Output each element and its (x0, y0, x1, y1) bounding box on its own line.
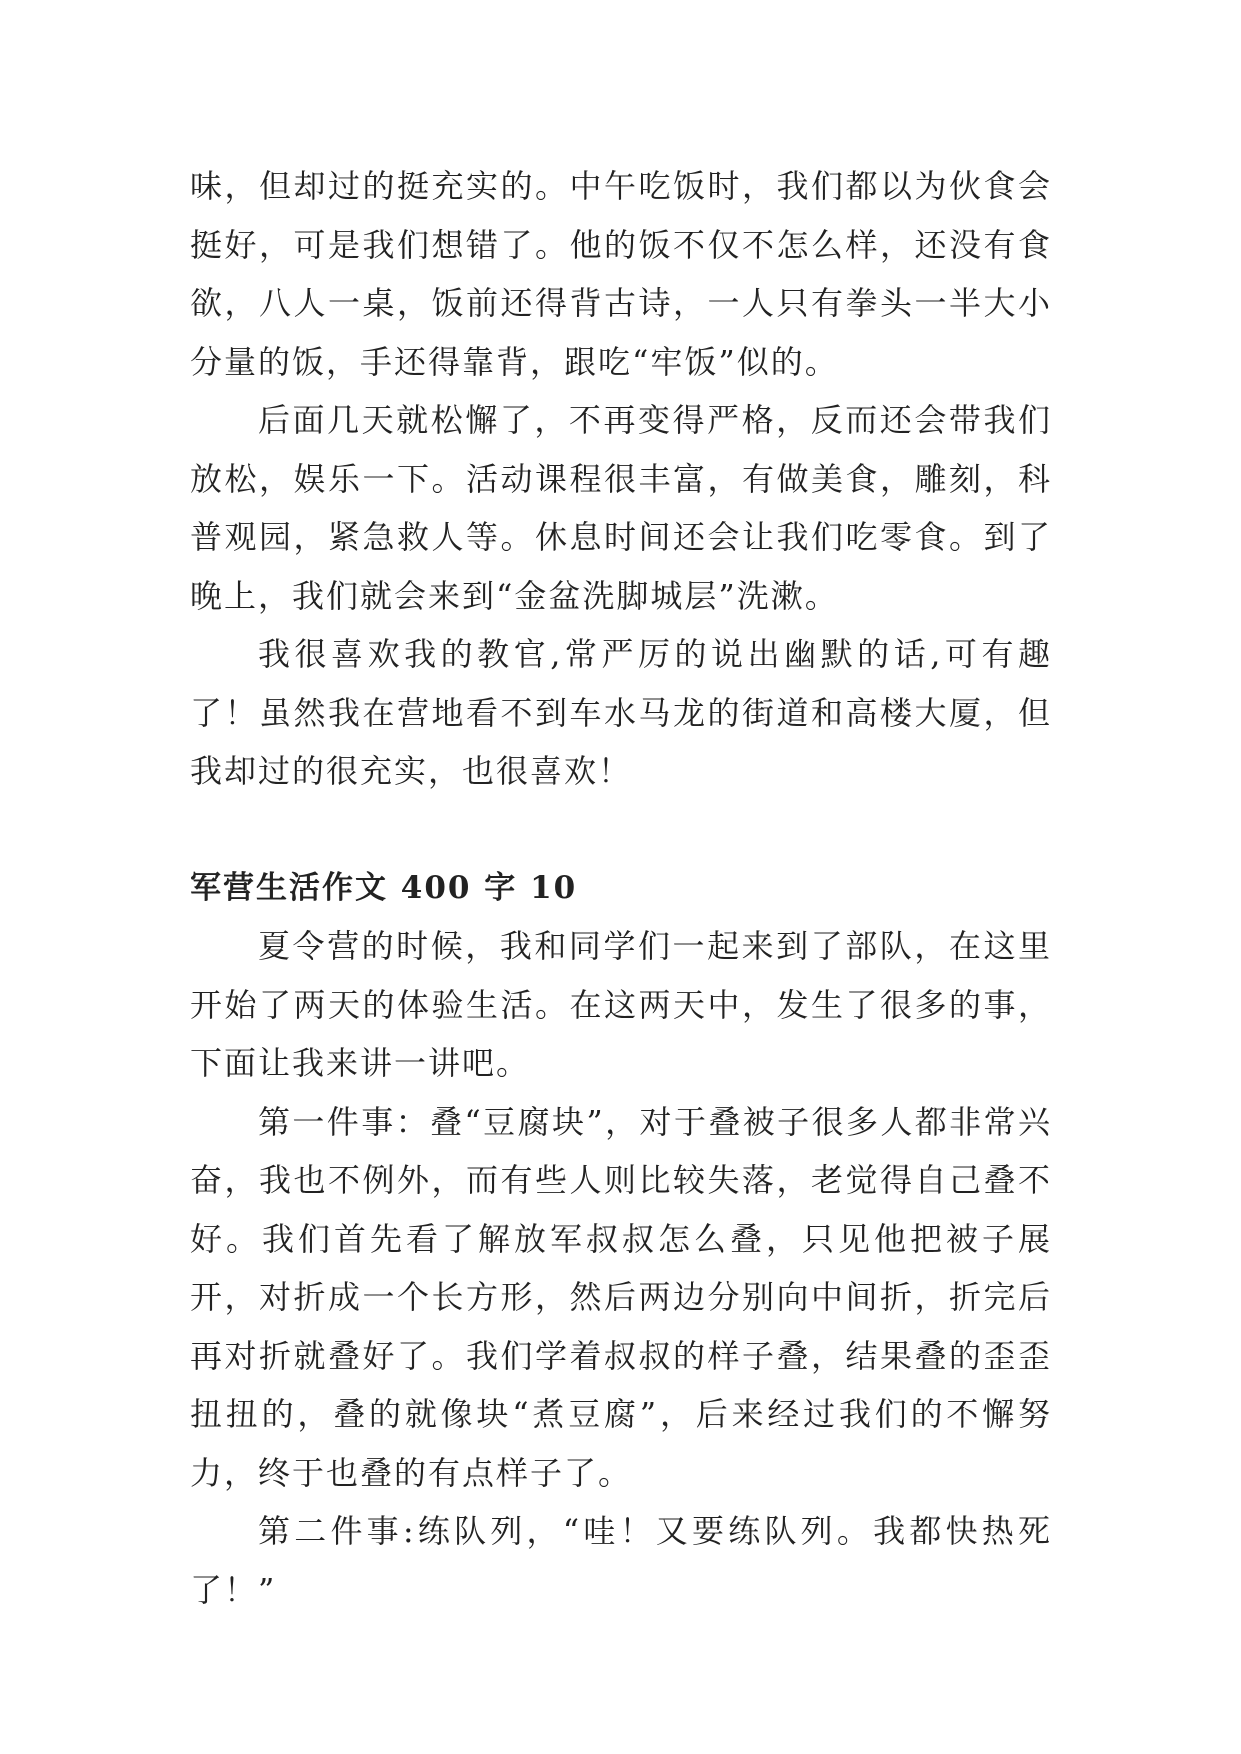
paragraph: 我很喜欢我的教官,常严厉的说出幽默的话,可有趣了！虽然我在营地看不到车水马龙的街道和高楼大厦，但我却过的很充实，也很喜欢！ (190, 635, 1052, 790)
paragraph: 夏令营的时候，我和同学们一起来到了部队，在这里开始了两天的体验生活。在这两天中，发生了很多的事，下面让我来讲一讲吧。 (190, 927, 1052, 1082)
document-body (190, 157, 1052, 1619)
paragraph: 第一件事：叠“豆腐块”，对于叠被子很多人都非常兴奋，我也不例外，而有些人则比较失落，老觉得自己叠不好。我们首先看了解放军叔叔怎么叠，只见他把被子展开，对折成一个长方形，然后两边分别向中间折，折完后再对折就叠好了。我们学着叔叔的样子叠，结果叠的歪歪扭扭的，叠的就像块“煮豆腐”，后来经过我们的不懈努力，终于也叠的有点样子了。 (190, 1102, 1052, 1492)
paragraph: 第二件事:练队列，“哇！又要练队列。我都快热死了！” (190, 1512, 1052, 1609)
paragraph: 后面几天就松懈了，不再变得严格，反而还会带我们放松，娱乐一下。活动课程很丰富，有做美食，雕刻，科普观园，紧急救人等。休息时间还会让我们吃零食。到了晚上，我们就会来到“金盆洗脚城层”洗漱。 (190, 401, 1052, 615)
section-title: 军营生活作文 400 字 10 (190, 869, 578, 906)
paragraph-continuation: 味，但却过的挺充实的。中午吃饭时，我们都以为伙食会挺好，可是我们想错了。他的饭不仅不怎么样，还没有食欲，八人一桌，饭前还得背古诗，一人只有拳头一半大小分量的饭，手还得靠背，跟吃“牢饭”似的。 (190, 167, 1052, 381)
